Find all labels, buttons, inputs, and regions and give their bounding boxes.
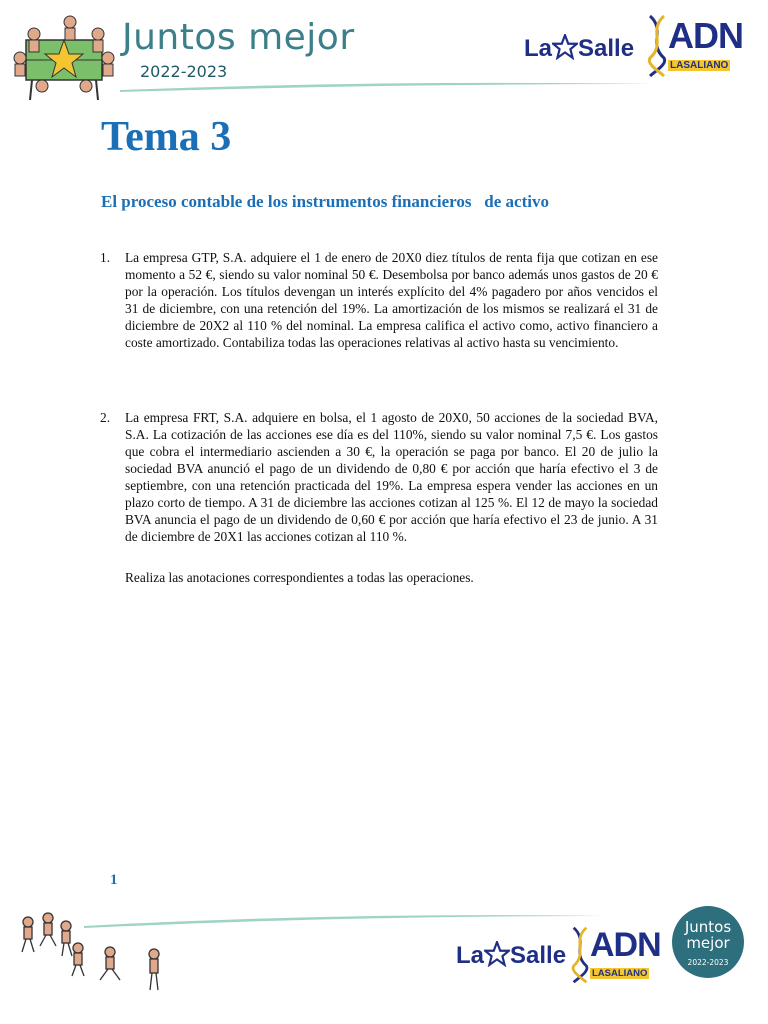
footer-lasalle-logo xyxy=(456,940,566,972)
document-subtitle: El proceso contable de los instrumentos financieros de activo xyxy=(101,192,549,211)
exercise-text: La empresa GTP, S.A. adquiere el 1 de enero de 20X0 diez títulos de renta fija que cotizan en ese momento a 52 €, siendo su valor nominal 50 €. Desembolsa por banco además unos gastos de 20 € por la operación. Los títulos devengan un interés explícito del 4% pagadero por años vencidos el 31 de diciembre, con una retención del 19%. La amortización de los mismos se realizará el 31 de diciembre de 20X2 al 110 % del nominal. La empresa califica el activo como, activo financiero a coste amortizado. Contabiliza todas las operaciones relativas al activo hasta su vencimiento. xyxy=(125,250,658,350)
header-lasalle-logo xyxy=(524,32,634,66)
footer-juntos-mejor-badge xyxy=(672,906,744,978)
badge-title-line1: Juntos xyxy=(684,918,732,936)
adn-logo-main: ADN xyxy=(668,15,743,56)
exercise-2-instruction: Realiza las anotaciones correspondientes a todas las operaciones. xyxy=(125,570,474,585)
lasalle-logo-right: Salle xyxy=(578,35,635,62)
star-icon xyxy=(552,34,578,60)
lasalle-logo-left: La xyxy=(456,942,485,969)
adn-logo-sub: LASALIANO xyxy=(670,60,729,71)
star-icon xyxy=(484,941,510,967)
document-title: Tema 3 xyxy=(101,114,232,160)
lasalle-logo-left: La xyxy=(524,35,553,62)
footer-figures-illustration xyxy=(14,910,174,998)
page-number: 1 xyxy=(110,872,118,888)
lasalle-logo-right: Salle xyxy=(510,942,567,969)
header-title: Juntos mejor xyxy=(122,17,355,58)
header-year: 2022-2023 xyxy=(140,62,228,81)
header-swoosh-line xyxy=(120,78,650,94)
dna-icon xyxy=(570,924,590,986)
header-illustration xyxy=(12,10,116,102)
exercise-text: La empresa FRT, S.A. adquiere en bolsa, el 1 agosto de 20X0, 50 acciones de la sociedad BVA, S.A. La cotización de las acciones ese día es del 110%, siendo su valor nominal 7,5 €. Los gastos que cobra el intermediario ascienden a 30 €, la operación se paga por banco. El 20 de julio la sociedad BVA anunció el pago de un dividendo de 0,80 € por acción que haría efectivo el 3 de septiembre, con una retención practicada del 19%. La empresa espera vender las acciones en un plazo corto de tiempo. A 31 de diciembre las acciones cotizan al 125 %. El 12 de mayo la sociedad BVA anuncia el pago de un dividendo de 0,60 € por acción que haría efectivo el 23 de junio. A 31 de diciembre de 20X1 las acciones cotizan al 110 %. xyxy=(125,410,658,544)
badge-title xyxy=(672,919,744,951)
adn-logo-sub: LASALIANO xyxy=(592,968,648,979)
exercise-1 xyxy=(100,249,658,351)
header-adn-logo xyxy=(646,14,743,78)
footer-adn-logo xyxy=(570,924,661,986)
exercise-number: 1. xyxy=(100,250,111,265)
badge-title-line2: mejor xyxy=(686,934,730,952)
dna-icon xyxy=(646,14,668,78)
exercise-number: 2. xyxy=(100,410,111,425)
exercise-2 xyxy=(100,409,658,545)
adn-logo-main: ADN xyxy=(590,926,661,964)
badge-year: 2022-2023 xyxy=(687,958,729,967)
